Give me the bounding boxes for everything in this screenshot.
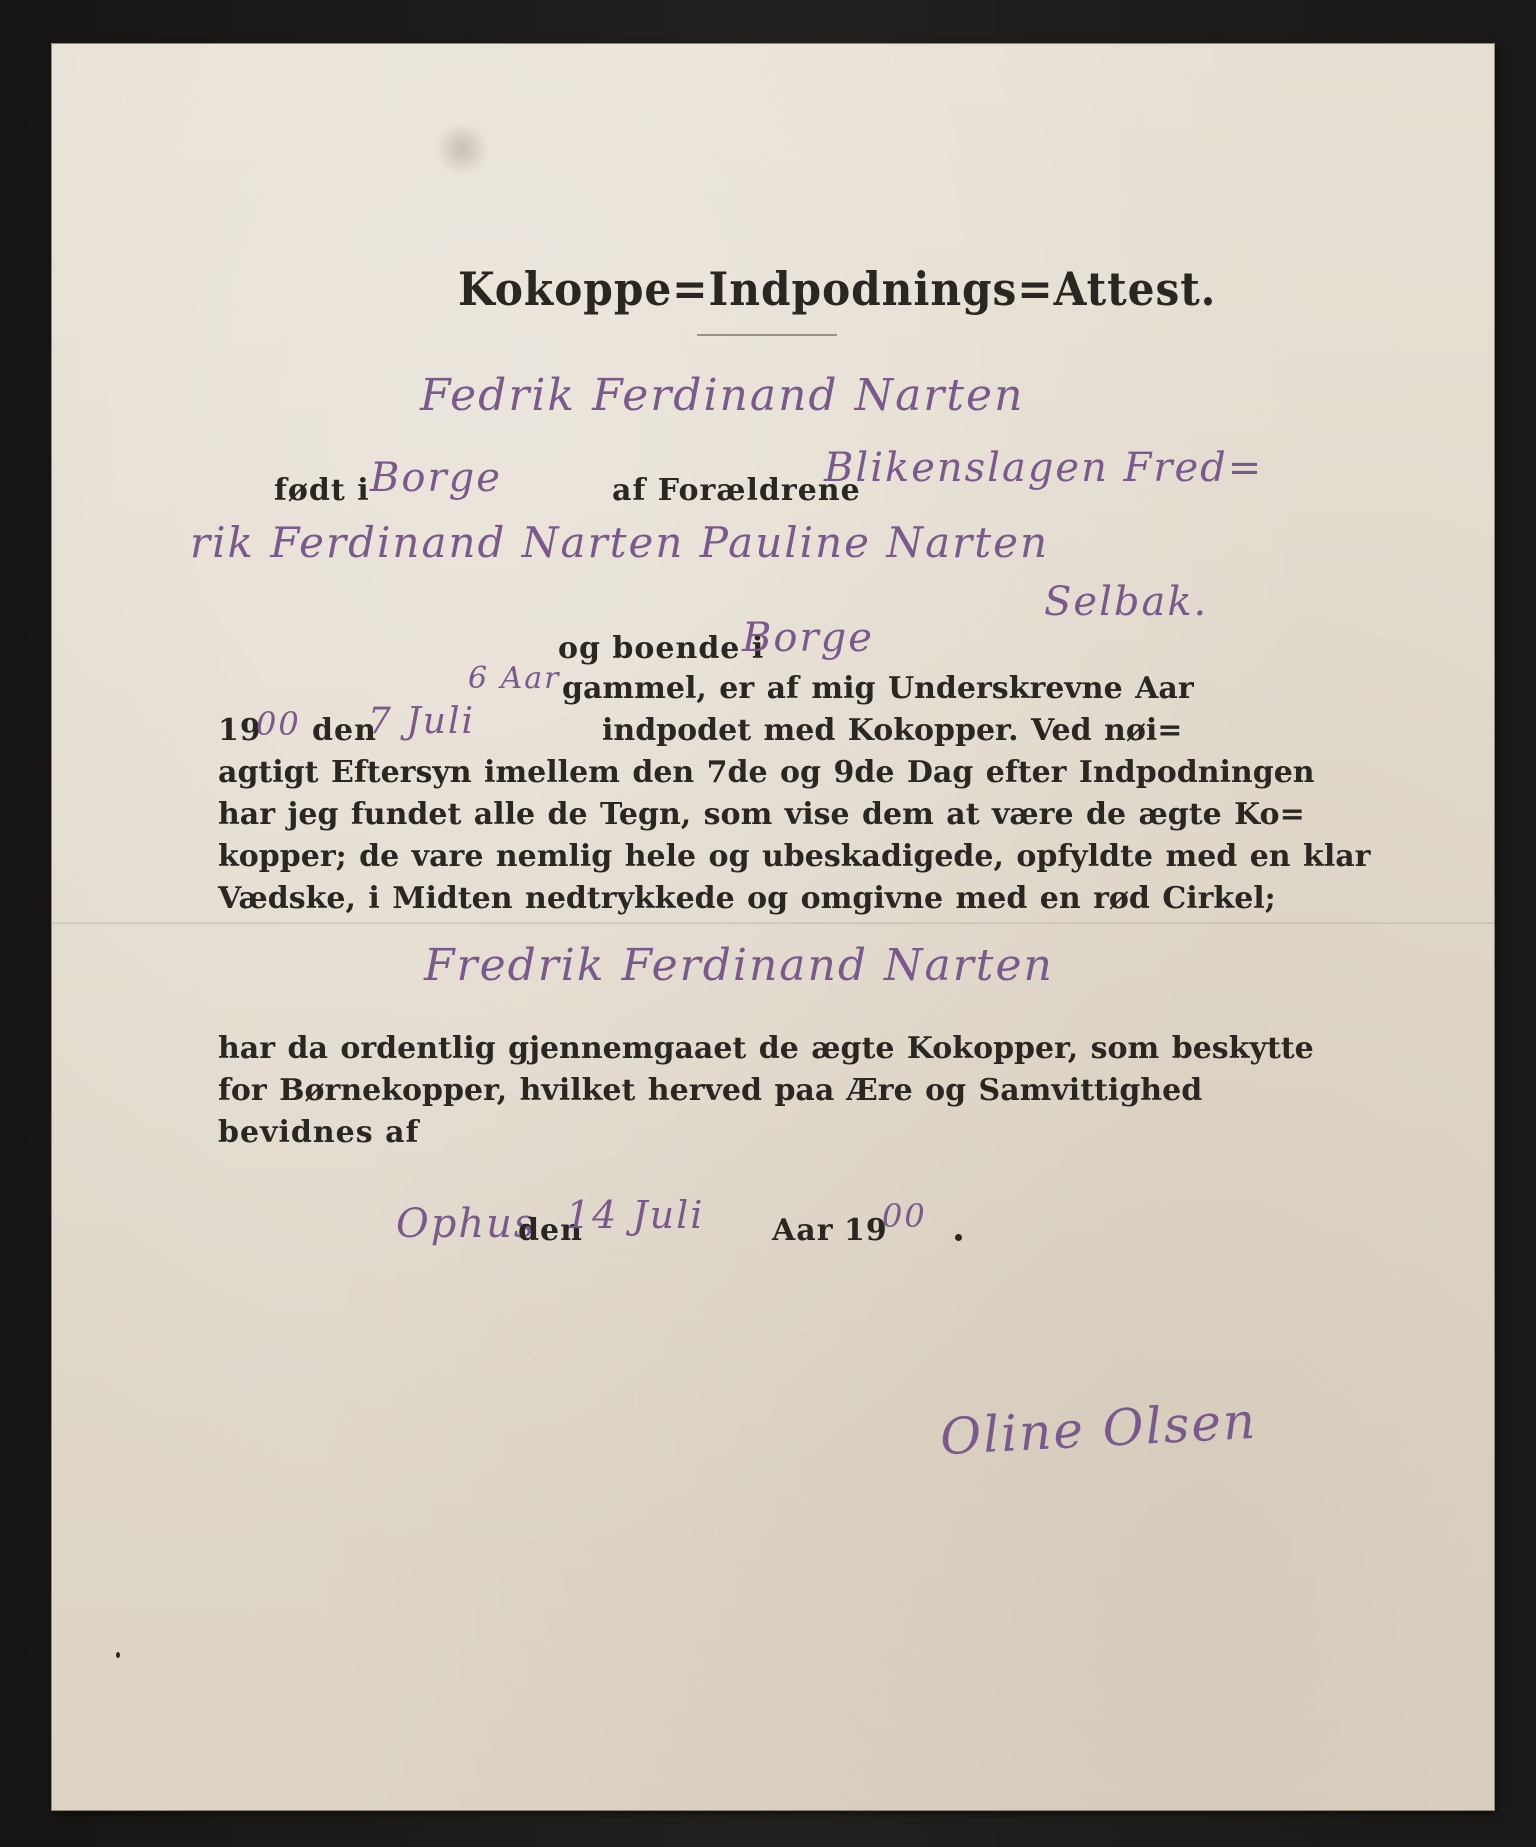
body-line-4: Vædske, i Midten nedtrykkede og omgivne med en rød Cirkel; [218,881,1276,916]
certificate-title: Kokoppe=Indpodnings=Attest. [458,262,1217,316]
residing-place-handwritten: Borge [742,615,874,661]
patient-name-handwritten: Fedrik Ferdinand Narten [420,370,1025,421]
age-handwritten: 6 Aar [468,661,561,696]
born-label: født i [274,473,370,508]
year-handwritten: 00 [256,705,301,743]
sign-year-prefix: 19 [844,1213,888,1248]
period-mark [955,1234,962,1241]
den-label: den [312,713,377,748]
sign-date-handwritten: 14 Juli [566,1193,705,1237]
body-line-3: kopper; de vare nemlig hele og ubeskadigede, opfyldte med en klar [218,839,1371,874]
sign-place-handwritten: Ophus [396,1201,537,1247]
sign-year-handwritten: 00 [882,1197,927,1235]
certificate-sheet [52,44,1494,1810]
sign-aar-label: Aar [772,1213,834,1248]
text-line-gammel: gammel, er af mig Underskrevne Aar [562,671,1194,706]
date-handwritten: 7 Juli [368,701,475,742]
born-place-handwritten: Borge [370,455,502,501]
sign-den-label: den [518,1213,583,1248]
closing-line-3: bevidnes af [218,1115,420,1150]
patient-name-2-handwritten: Fredrik Ferdinand Narten [424,940,1054,991]
signature-handwritten: Oline Olsen [938,1391,1259,1467]
body-line-2: har jeg fundet alle de Tegn, som vise dem at være de ægte Ko= [218,797,1305,832]
residing-label: og boende i [558,631,765,666]
title-rule [697,334,837,336]
parents-line2-handwritten: rik Ferdinand Narten Pauline Narten [190,518,1050,567]
ink-speck [116,1652,120,1658]
text-line-indpodet: indpodet med Kokopper. Ved nøi= [602,713,1183,748]
parents-line3-handwritten: Selbak. [1044,579,1209,625]
parents-line1-handwritten: Blikenslagen Fred= [824,445,1264,491]
year-prefix: 19 [218,713,262,748]
paper-stain [432,124,492,174]
fold-crease [52,922,1494,925]
closing-line-1: har da ordentlig gjennemgaaet de ægte Kokopper, som beskytte [218,1031,1314,1066]
closing-line-2: for Børnekopper, hvilket herved paa Ære og Samvittighed [218,1073,1203,1108]
body-line-1: agtigt Eftersyn imellem den 7de og 9de Dag efter Indpodningen [218,755,1315,790]
parents-label: af Forældrene [612,473,861,508]
